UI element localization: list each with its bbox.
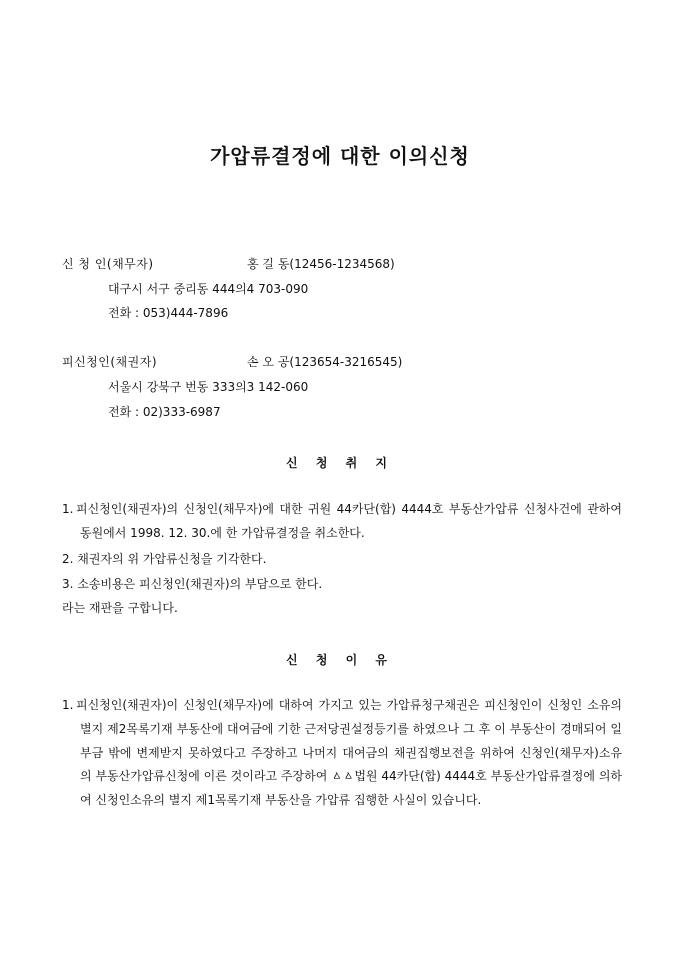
purpose-item-number: 2. (62, 552, 74, 566)
reason-item-number: 1. (62, 698, 74, 712)
purpose-item-1 (62, 498, 622, 546)
purpose-item-2 (62, 550, 266, 567)
reason-item-1 (62, 694, 622, 813)
respondent-label: 피신청인(채권자) (62, 355, 158, 369)
applicant-phone: 전화 : 053)444-7896 (108, 306, 229, 320)
purpose-closing: 라는 재판을 구합니다. (62, 601, 178, 615)
purpose-item-number: 1. (62, 502, 74, 516)
respondent-row (62, 354, 482, 370)
purpose-item-text: 소송비용은 피신청인(채권자)의 부담으로 한다. (77, 577, 323, 591)
respondent-address: 서울시 강북구 번동 333의3 142-060 (108, 380, 309, 394)
document-title: 가압류결정에 대한 이의신청 (210, 144, 470, 168)
reason-heading: 신 청 이 유 (286, 653, 394, 667)
respondent-phone: 전화 : 02)333-6987 (108, 405, 221, 419)
purpose-item-text: 채권자의 위 가압류신청을 기각한다. (77, 552, 267, 566)
reason-item-text: 피신청인(채권자)이 신청인(채무자)에 대하여 가지고 있는 가압류청구채권은 피신청인이 신청인 소유의 별지 제2목록기재 부동산에 대여금에 기한 근저당권설정등기를 하였으나 그 후 이 부동산이 경매되어 일부금 밖에 변제받지 못하였다고 주장하고 나머지 대여금의 채권집행보전을 위하여 신청인(채무자)소유의 부동산가압류신청에 이른 것이라고 주장하여 ㅿㅿ법원 44카단(합) 4444호 부동산가압류결정에 의하여 신청인소유의 별지 제1목록기재 부동산을 가압류 집행한 사실이 있습니다. (76, 698, 622, 808)
purpose-item-number: 3. (62, 577, 74, 591)
purpose-heading: 신 청 취 지 (286, 456, 394, 470)
purpose-item-3 (62, 575, 322, 592)
applicant-name: 홍 길 동(12456-1234568) (247, 257, 395, 271)
purpose-item-text: 피신청인(채권자)의 신청인(채무자)에 대한 귀원 44카단(합) 4444호 부동산가압류 신청사건에 관하여 동원에서 1998. 12. 30.에 한 가압류결정을 취소한다. (76, 502, 622, 540)
applicant-row (62, 256, 482, 272)
respondent-name: 손 오 공(123654-3216545) (247, 355, 403, 369)
applicant-label: 신 청 인(채무자) (62, 257, 154, 271)
applicant-address: 대구시 서구 중리동 444의4 703-090 (108, 282, 309, 296)
